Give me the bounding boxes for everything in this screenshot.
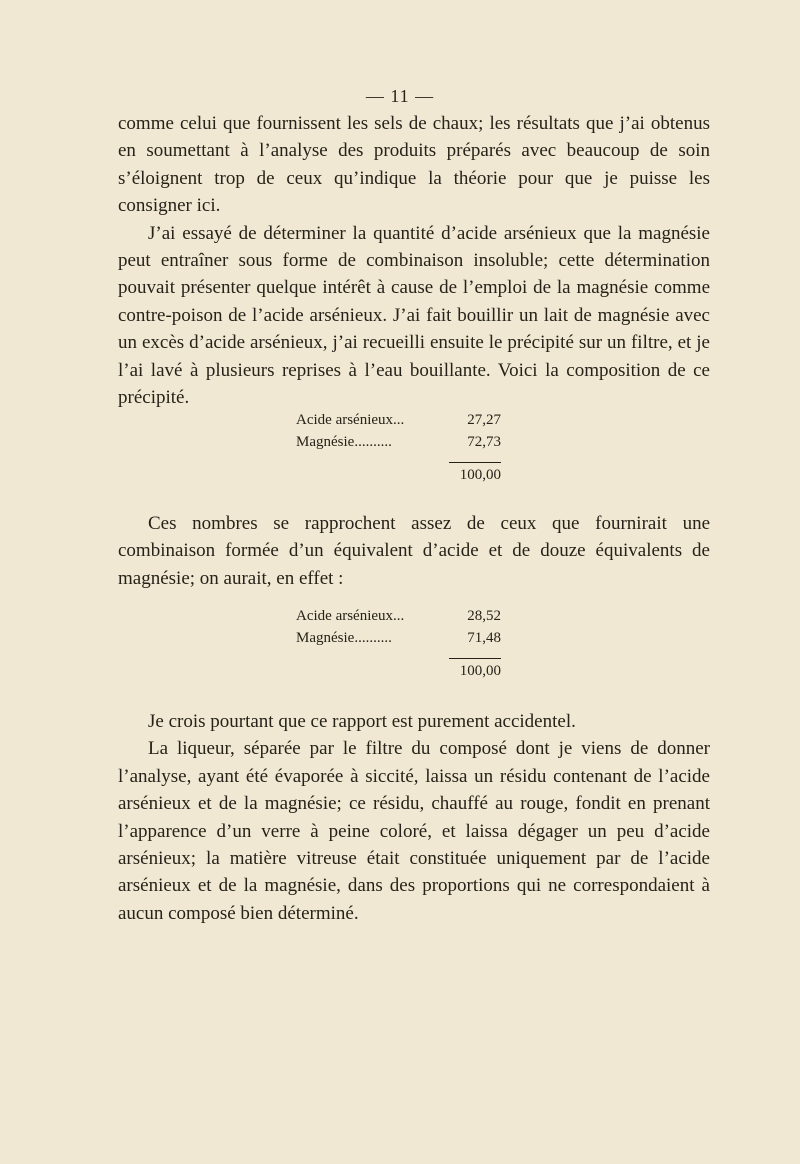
body-bottom bbox=[118, 708, 710, 927]
table-value: 72,73 bbox=[467, 434, 501, 450]
table-value: 27,27 bbox=[467, 412, 501, 428]
paragraph-4: Je crois pourtant que ce rapport est purement accidentel. bbox=[148, 711, 576, 732]
composition-table-1 bbox=[296, 410, 501, 486]
paragraph-2: J’ai essayé de déterminer la quantité d’acide arsénieux que la magnésie peut entraîner sous forme de combinaison insoluble; cette détermination pouvait présenter quelque intérêt à cause de l’emploi de la magnésie comme contre-poison de l’acide arsénieux. J’ai fait bouillir un lait de magnésie avec un excès d’acide arsénieux, j’ai recueilli ensuite le précipité sur un filtre, et je l’ai lavé à plusieurs reprises à l’eau bouillante. Voici la composition de ce précipité. bbox=[118, 222, 710, 409]
sum-rule bbox=[449, 462, 501, 463]
table-value: 28,52 bbox=[467, 608, 501, 624]
table-row bbox=[296, 606, 501, 628]
paragraph-1: comme celui que fournissent les sels de chaux; les résultats que j’ai obtenus en soumettant à l’analyse des produits préparés avec beaucoup de soin s’éloignent trop de ceux qu’indique la théorie pour que je puisse les consigner ici. bbox=[118, 113, 710, 217]
composition-table-2 bbox=[296, 606, 501, 682]
table-label: Acide arsénieux... bbox=[296, 608, 405, 624]
paragraph-5: La liqueur, séparée par le filtre du composé dont je viens de donner l’analyse, ayant été évaporée à siccité, laissa un résidu contenant de l’acide arsénieux et de la magnésie; ce résidu, chauffé au rouge, fondit en prenant l’apparence d’un verre à peine coloré, et laissa dégager un peu d’acide arsénieux; la matière vitreuse était constituée uniquement par de l’acide arsénieux et de la magnésie, dans des proportions qui ne correspondaient à aucun composé bien déterminé. bbox=[118, 738, 710, 924]
table-total: 100,00 bbox=[459, 467, 501, 483]
paragraph-3: Ces nombres se rapprochent assez de ceux que fournirait une combinaison formée d’un équivalent d’acide et de douze équivalents de magnésie; on aurait, en effet : bbox=[118, 513, 710, 589]
table-label: Acide arsénieux... bbox=[296, 412, 405, 428]
table-row bbox=[296, 410, 501, 432]
table-label: Magnésie.......... bbox=[296, 434, 392, 450]
table-label: Magnésie.......... bbox=[296, 630, 392, 646]
page-number: — 11 — bbox=[365, 86, 435, 106]
table-value: 71,48 bbox=[467, 630, 501, 646]
table-row bbox=[296, 628, 501, 650]
body-middle bbox=[118, 510, 710, 592]
table-row bbox=[296, 432, 501, 454]
body-top bbox=[118, 110, 710, 411]
table-total: 100,00 bbox=[459, 663, 501, 679]
sum-rule bbox=[449, 658, 501, 659]
